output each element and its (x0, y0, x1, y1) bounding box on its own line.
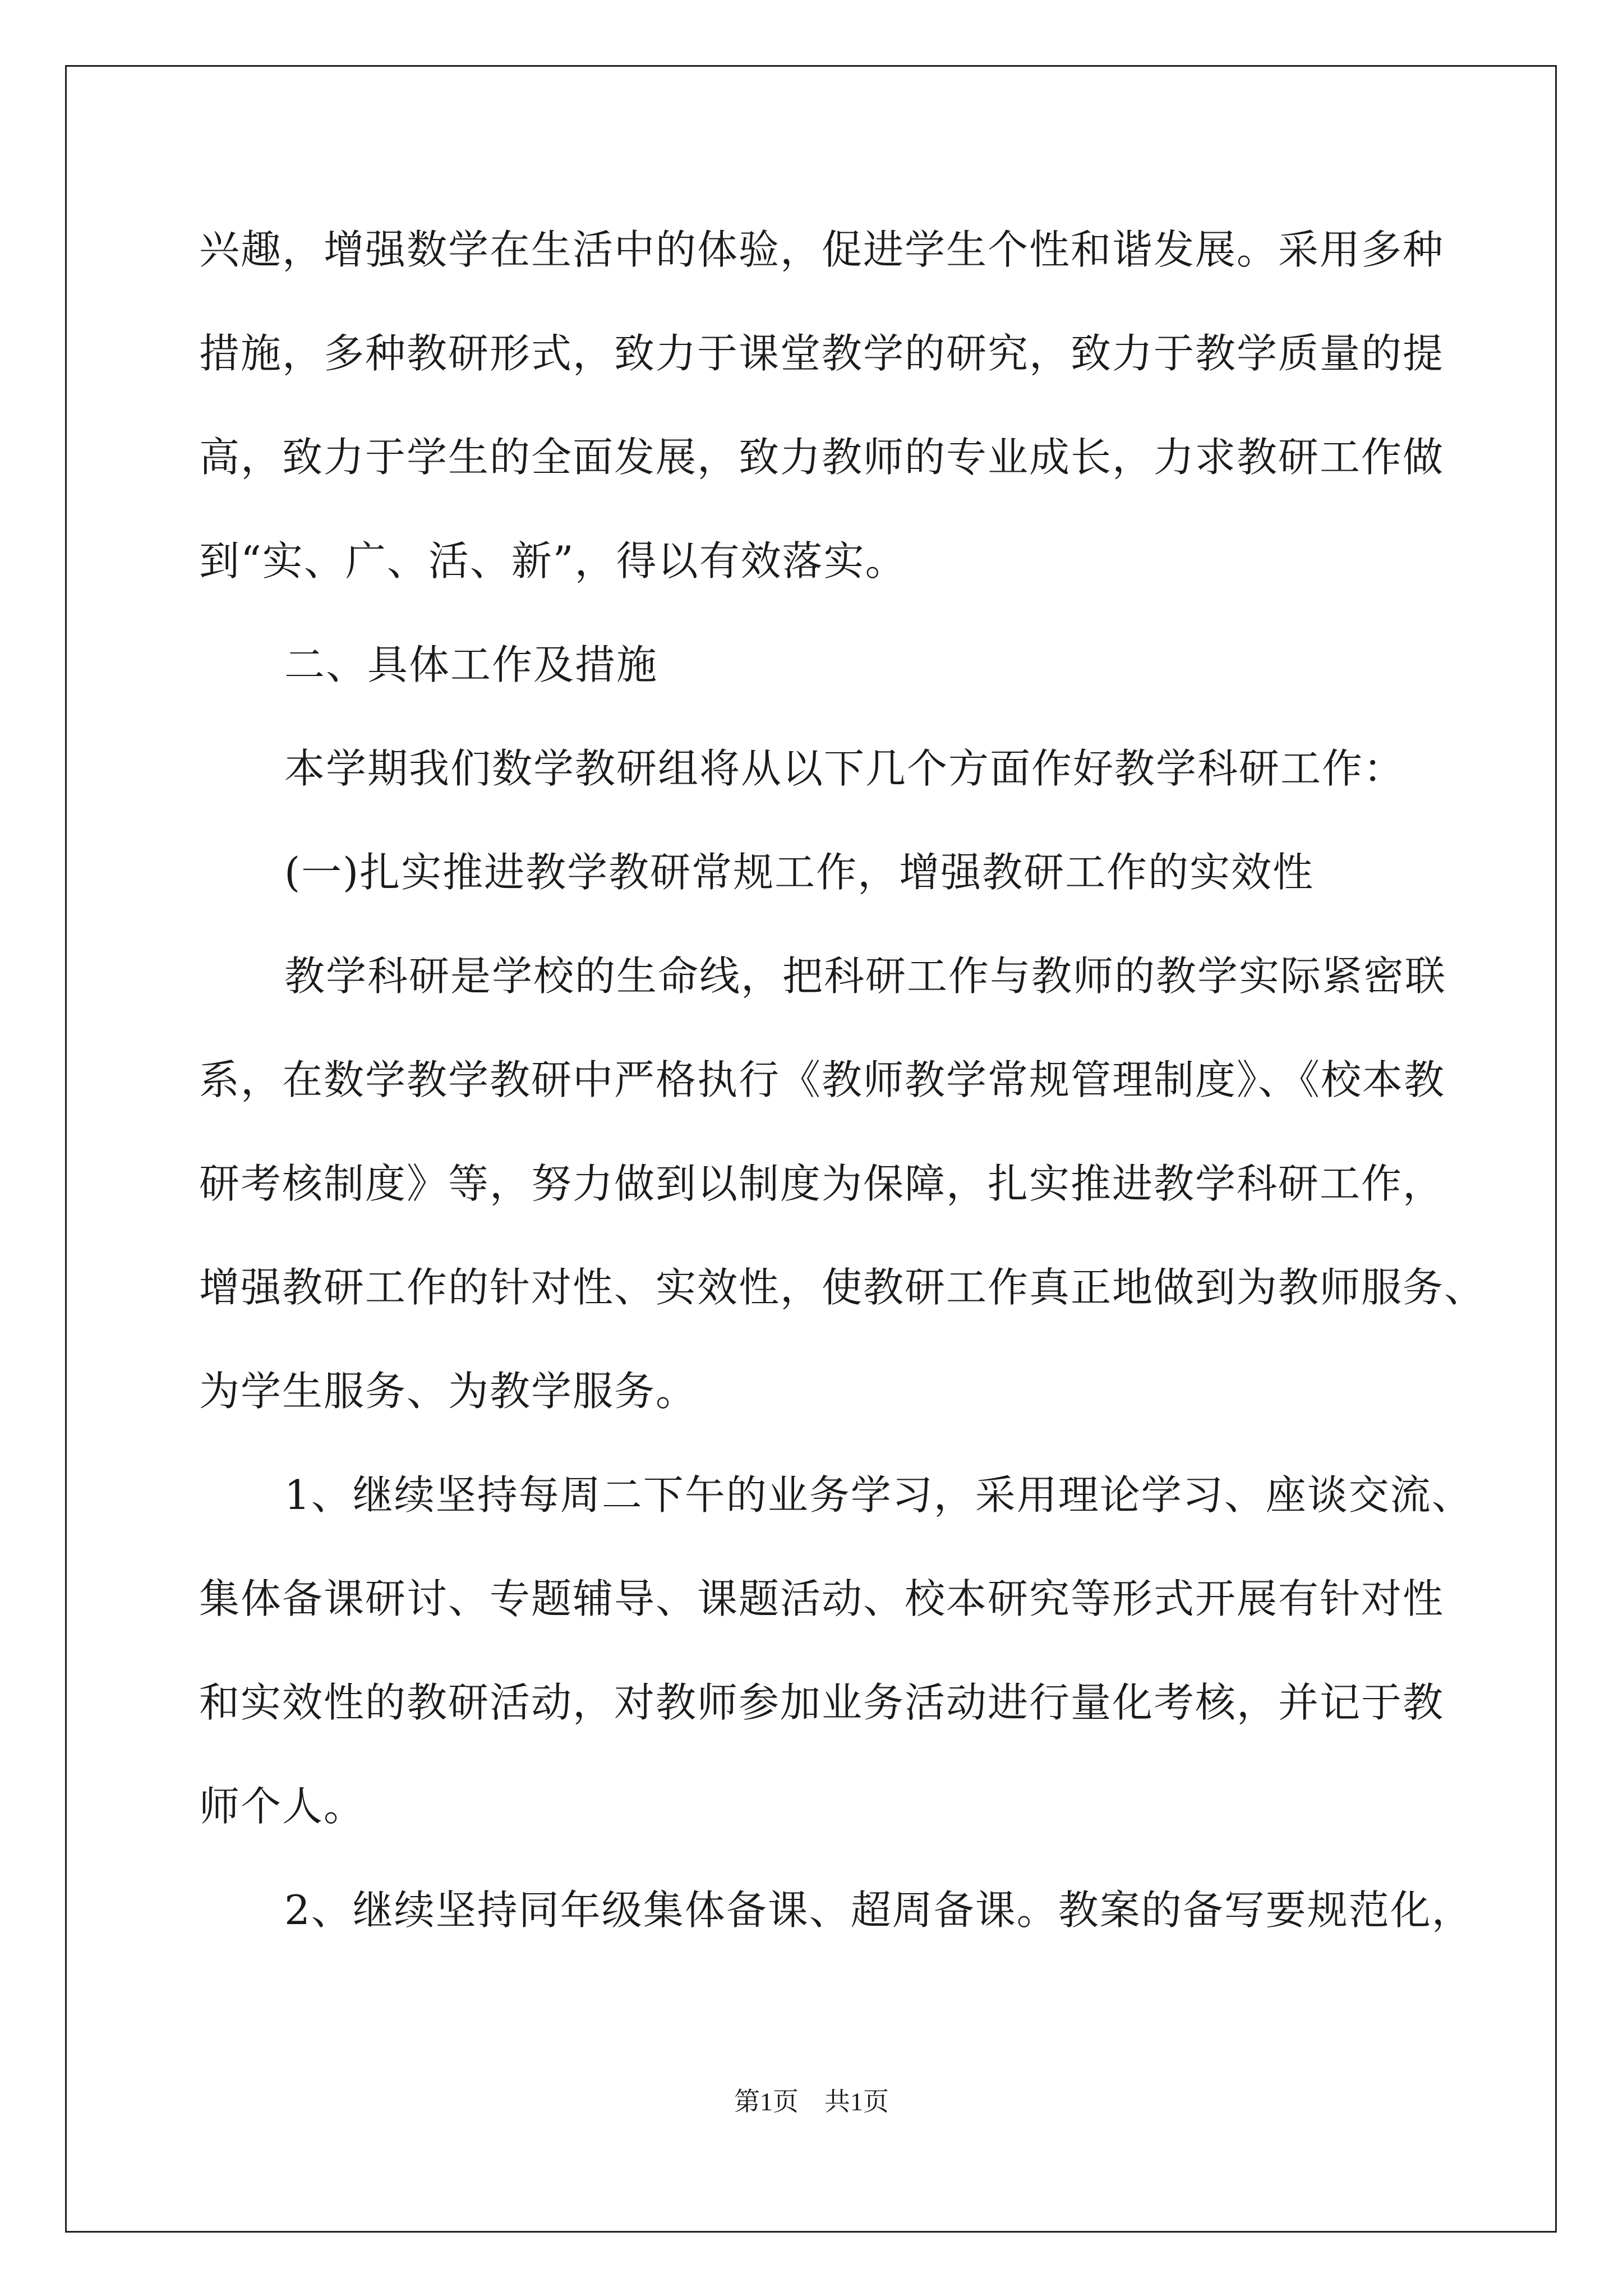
text-line-4: 到“实、广、活、新”，得以有效落实。 (199, 537, 907, 585)
list-item-2: 2、继续坚持同年级集体备课、超周备课。教案的备写要规范化， (284, 1887, 1473, 1934)
text-line-14: 集体备课研讨、专题辅导、课题活动、校本研究等形式开展有针对性 (199, 1575, 1445, 1622)
text-line-3: 高，致力于学生的全面发展，致力教师的专业成长，力求教研工作做 (199, 434, 1445, 481)
text-line-2: 措施，多种教研形式，致力于课堂教学的研究，致力于教学质量的提 (199, 330, 1445, 377)
subsection-heading: (一)扎实推进教学教研常规工作，增强教研工作的实效性 (284, 849, 1315, 896)
text-line-11: 增强教研工作的针对性、实效性，使教研工作真正地做到为教师服务、 (199, 1264, 1486, 1311)
document-body (199, 222, 1486, 1986)
text-line-12: 为学生服务、为教学服务。 (199, 1368, 698, 1415)
text-line-16: 师个人。 (199, 1783, 366, 1830)
text-line-6: 本学期我们数学教研组将从以下几个方面作好教学科研工作： (284, 745, 1405, 792)
text-line-10: 研考核制度》等，努力做到以制度为保障，扎实推进教学科研工作， (199, 1160, 1445, 1207)
text-line-9: 系，在数学教学教研中严格执行《教师教学常规管理制度》、《校本教 (199, 1056, 1446, 1103)
list-item-1: 1、继续坚持每周二下午的业务学习，采用理论学习、座谈交流、 (284, 1471, 1473, 1519)
text-line-15: 和实效性的教研活动，对教师参加业务活动进行量化考核，并记于教 (199, 1679, 1445, 1726)
page-number-footer: 第1页 共1页 (734, 2087, 889, 2116)
text-line-1: 兴趣，增强数学在生活中的体验，促进学生个性和谐发展。采用多种 (199, 226, 1445, 273)
section-heading: 二、具体工作及措施 (284, 641, 658, 688)
text-line-8: 教学科研是学校的生命线，把科研工作与教师的教学实际紧密联 (284, 953, 1447, 1000)
